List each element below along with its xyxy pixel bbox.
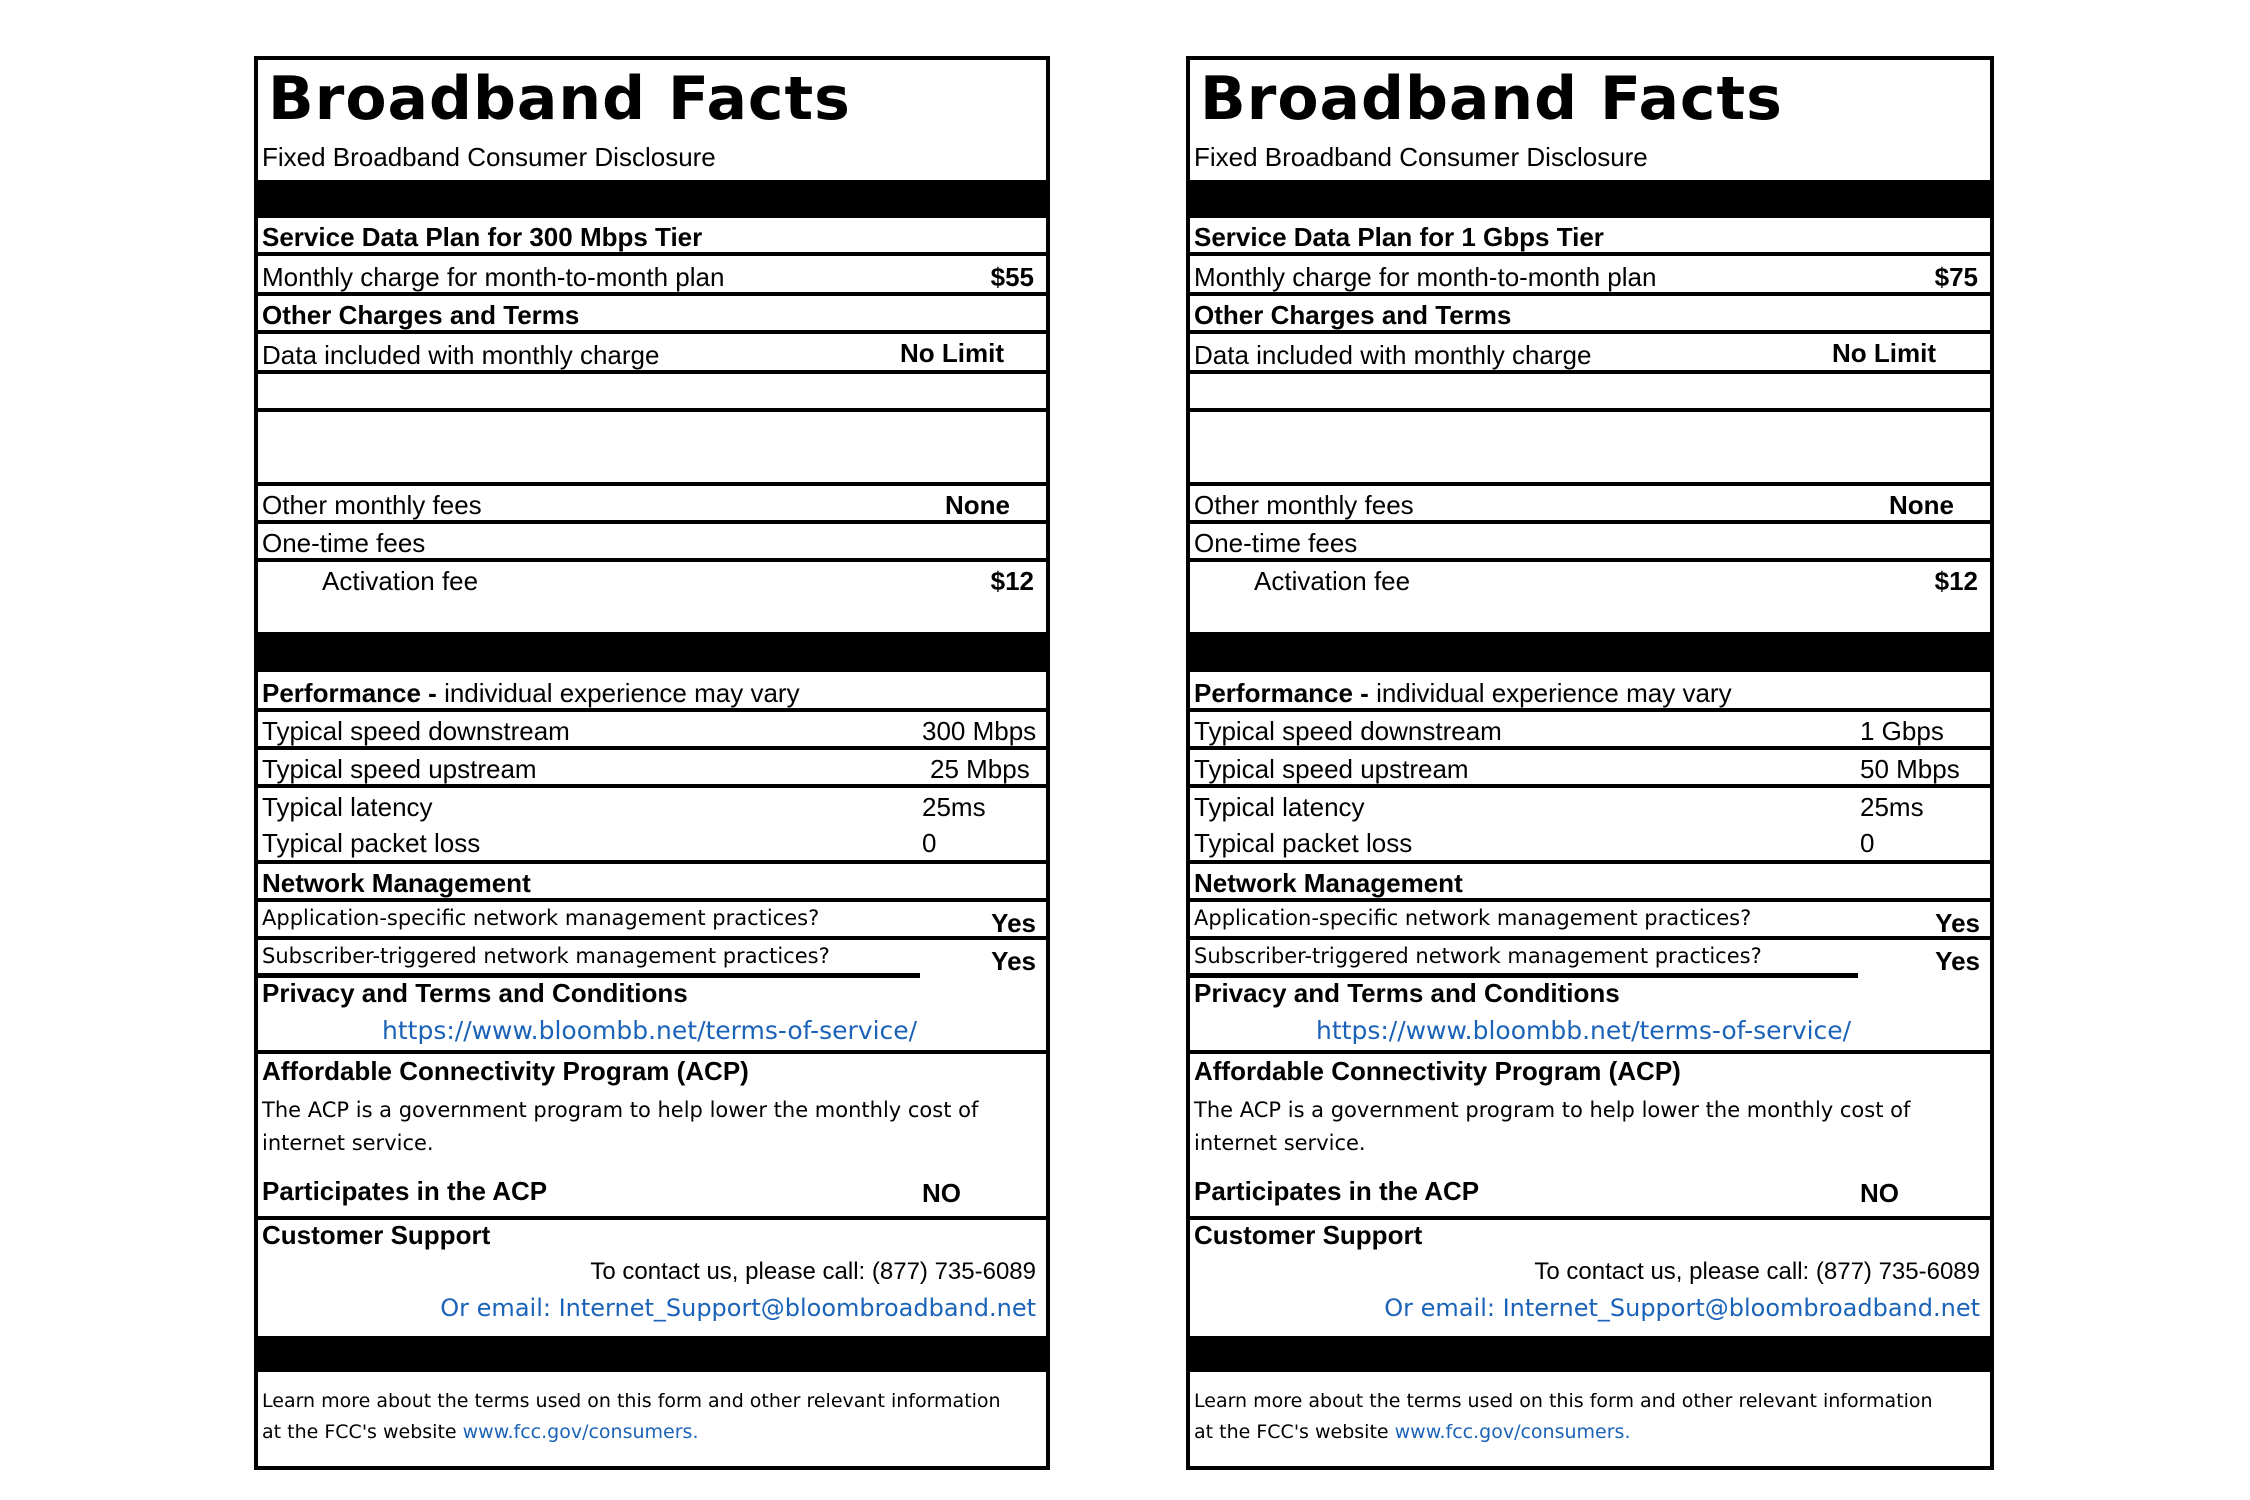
- monthly-charge-row: [1190, 256, 1990, 296]
- acp-participates-value: NO: [1860, 1178, 1899, 1208]
- packet-loss-label: Typical packet loss: [1194, 828, 1413, 858]
- packet-loss-row: [258, 826, 1046, 864]
- label-title-row: [1190, 60, 1990, 134]
- subscriber-label: Subscriber-triggered network management practices?: [262, 944, 830, 968]
- packet-loss-row: [1190, 826, 1990, 864]
- other-monthly-fees-row: [258, 486, 1046, 524]
- acp-description: The ACP is a government program to help lower the monthly cost of internet service.: [262, 1098, 979, 1155]
- performance-heading-row: [1190, 672, 1990, 712]
- footer-text: Learn more about the terms used on this form and other relevant information at the FCC's website www.fcc.gov/consumers.: [262, 1390, 1001, 1443]
- other-monthly-fees-value: None: [945, 490, 1010, 520]
- support-call: To contact us, please call: (877) 735-6089: [590, 1258, 1036, 1285]
- label-title: Broadband Facts: [268, 64, 851, 134]
- broadband-label-1gbps: [1186, 56, 1994, 1470]
- broadband-label-300mbps: [254, 56, 1050, 1470]
- plan-heading: Service Data Plan for 1 Gbps Tier: [1194, 222, 1604, 252]
- data-included-label: Data included with monthly charge: [262, 340, 660, 370]
- black-divider: [258, 1336, 1046, 1372]
- network-heading: Network Management: [262, 868, 531, 898]
- activation-fee-row: [258, 562, 1046, 636]
- downstream-row: [258, 712, 1046, 750]
- app-specific-value: Yes: [1935, 908, 1980, 938]
- monthly-charge-value: $55: [990, 262, 1034, 292]
- upstream-row: [1190, 750, 1990, 788]
- monthly-charge-row: [258, 256, 1046, 296]
- upstream-label: Typical speed upstream: [262, 754, 537, 784]
- one-time-fees-row: [258, 524, 1046, 562]
- monthly-charge-value: $75: [1934, 262, 1978, 292]
- acp-heading: Affordable Connectivity Program (ACP): [1194, 1056, 1681, 1086]
- data-included-row: [258, 334, 1046, 374]
- downstream-value: 300 Mbps: [922, 716, 1037, 746]
- support-email-line: Or email: Internet_Support@bloombroadband.net: [440, 1294, 1036, 1322]
- label-title: Broadband Facts: [1200, 64, 1783, 134]
- black-divider: [1190, 636, 1990, 672]
- network-heading-row: [258, 864, 1046, 902]
- footer-row: [258, 1372, 1046, 1466]
- activation-fee-row: [1190, 562, 1990, 636]
- performance-heading: Performance - individual experience may vary: [1194, 678, 1732, 708]
- downstream-value: 1 Gbps: [1860, 716, 1944, 746]
- support-row: [258, 1220, 1046, 1336]
- packet-loss-label: Typical packet loss: [262, 828, 481, 858]
- performance-heading: Performance - individual experience may vary: [262, 678, 800, 708]
- app-specific-label: Application-specific network management practices?: [262, 906, 820, 930]
- privacy-row: [258, 978, 1046, 1054]
- acp-row: [258, 1054, 1046, 1220]
- privacy-row: [1190, 978, 1990, 1054]
- plan-heading: Service Data Plan for 300 Mbps Tier: [262, 222, 703, 252]
- plan-heading-row: [258, 218, 1046, 256]
- support-email-link[interactable]: Internet_Support@bloombroadband.net: [558, 1294, 1036, 1322]
- one-time-fees-row: [1190, 524, 1990, 562]
- app-specific-label: Application-specific network management practices?: [1194, 906, 1752, 930]
- label-subtitle-row: [258, 130, 1046, 180]
- other-monthly-fees-row: [1190, 486, 1990, 524]
- activation-fee-value: $12: [1934, 566, 1978, 596]
- other-monthly-fees-label: Other monthly fees: [1194, 490, 1414, 520]
- footer-text: Learn more about the terms used on this form and other relevant information at the FCC's website www.fcc.gov/consumers.: [1194, 1390, 1933, 1443]
- data-included-row: [1190, 334, 1990, 374]
- latency-value: 25ms: [1860, 792, 1924, 822]
- black-divider: [258, 636, 1046, 672]
- other-monthly-fees-value: None: [1889, 490, 1954, 520]
- support-row: [1190, 1220, 1990, 1336]
- latency-row: [258, 788, 1046, 826]
- app-specific-value: Yes: [991, 908, 1036, 938]
- support-email-link[interactable]: Internet_Support@bloombroadband.net: [1502, 1294, 1980, 1322]
- packet-loss-value: 0: [1860, 828, 1875, 858]
- packet-loss-value: 0: [922, 828, 937, 858]
- other-monthly-fees-label: Other monthly fees: [262, 490, 482, 520]
- one-time-fees-label: One-time fees: [1194, 528, 1358, 558]
- privacy-link[interactable]: https://www.bloombb.net/terms-of-service/: [1316, 1016, 1852, 1045]
- one-time-fees-label: One-time fees: [262, 528, 426, 558]
- latency-row: [1190, 788, 1990, 826]
- data-included-value: No Limit: [1832, 338, 1936, 368]
- upstream-value: 50 Mbps: [1860, 754, 1960, 784]
- privacy-heading: Privacy and Terms and Conditions: [262, 978, 688, 1008]
- acp-row: [1190, 1054, 1990, 1220]
- black-divider: [258, 180, 1046, 218]
- black-divider: [1190, 1336, 1990, 1372]
- support-call: To contact us, please call: (877) 735-6089: [1534, 1258, 1980, 1285]
- black-divider: [1190, 180, 1990, 218]
- footer-row: [1190, 1372, 1990, 1466]
- app-specific-row: [1190, 902, 1990, 940]
- support-heading: Customer Support: [1194, 1220, 1423, 1250]
- label-title-row: [258, 60, 1046, 134]
- subscriber-row: [1190, 940, 1990, 978]
- monthly-charge-label: Monthly charge for month-to-month plan: [262, 262, 725, 292]
- plan-heading-row: [1190, 218, 1990, 256]
- label-subtitle-row: [1190, 130, 1990, 180]
- upstream-label: Typical speed upstream: [1194, 754, 1469, 784]
- other-charges-heading-row: [1190, 296, 1990, 334]
- network-heading-row: [1190, 864, 1990, 902]
- data-included-label: Data included with monthly charge: [1194, 340, 1592, 370]
- empty-row: [1190, 374, 1990, 412]
- other-charges-heading: Other Charges and Terms: [1194, 300, 1512, 330]
- data-included-value: No Limit: [900, 338, 1004, 368]
- latency-label: Typical latency: [1194, 792, 1365, 822]
- label-subtitle: Fixed Broadband Consumer Disclosure: [1194, 142, 1648, 172]
- app-specific-row: [258, 902, 1046, 940]
- activation-fee-label: Activation fee: [322, 566, 479, 596]
- label-subtitle: Fixed Broadband Consumer Disclosure: [262, 142, 716, 172]
- downstream-row: [1190, 712, 1990, 750]
- latency-value: 25ms: [922, 792, 986, 822]
- support-email-line: Or email: Internet_Support@bloombroadband.net: [1384, 1294, 1980, 1322]
- performance-heading-row: [258, 672, 1046, 712]
- privacy-heading: Privacy and Terms and Conditions: [1194, 978, 1620, 1008]
- latency-label: Typical latency: [262, 792, 433, 822]
- empty-row: [258, 412, 1046, 486]
- upstream-row: [258, 750, 1046, 788]
- activation-fee-label: Activation fee: [1254, 566, 1411, 596]
- acp-participates-label: Participates in the ACP: [262, 1176, 548, 1206]
- acp-heading: Affordable Connectivity Program (ACP): [262, 1056, 749, 1086]
- empty-row: [1190, 412, 1990, 486]
- acp-description: The ACP is a government program to help lower the monthly cost of internet service.: [1194, 1098, 1911, 1155]
- empty-row: [258, 374, 1046, 412]
- subscriber-row: [258, 940, 1046, 978]
- fcc-link[interactable]: www.fcc.gov/consumers.: [462, 1421, 699, 1443]
- downstream-label: Typical speed downstream: [262, 716, 570, 746]
- privacy-link[interactable]: https://www.bloombb.net/terms-of-service/: [382, 1016, 918, 1045]
- upstream-value: 25 Mbps: [930, 754, 1030, 784]
- subscriber-value: Yes: [1935, 946, 1980, 976]
- fcc-link[interactable]: www.fcc.gov/consumers.: [1394, 1421, 1631, 1443]
- network-heading: Network Management: [1194, 868, 1463, 898]
- other-charges-heading: Other Charges and Terms: [262, 300, 580, 330]
- support-heading: Customer Support: [262, 1220, 491, 1250]
- downstream-label: Typical speed downstream: [1194, 716, 1502, 746]
- monthly-charge-label: Monthly charge for month-to-month plan: [1194, 262, 1657, 292]
- other-charges-heading-row: [258, 296, 1046, 334]
- acp-participates-value: NO: [922, 1178, 961, 1208]
- acp-participates-label: Participates in the ACP: [1194, 1176, 1480, 1206]
- subscriber-label: Subscriber-triggered network management practices?: [1194, 944, 1762, 968]
- subscriber-value: Yes: [991, 946, 1036, 976]
- activation-fee-value: $12: [990, 566, 1034, 596]
